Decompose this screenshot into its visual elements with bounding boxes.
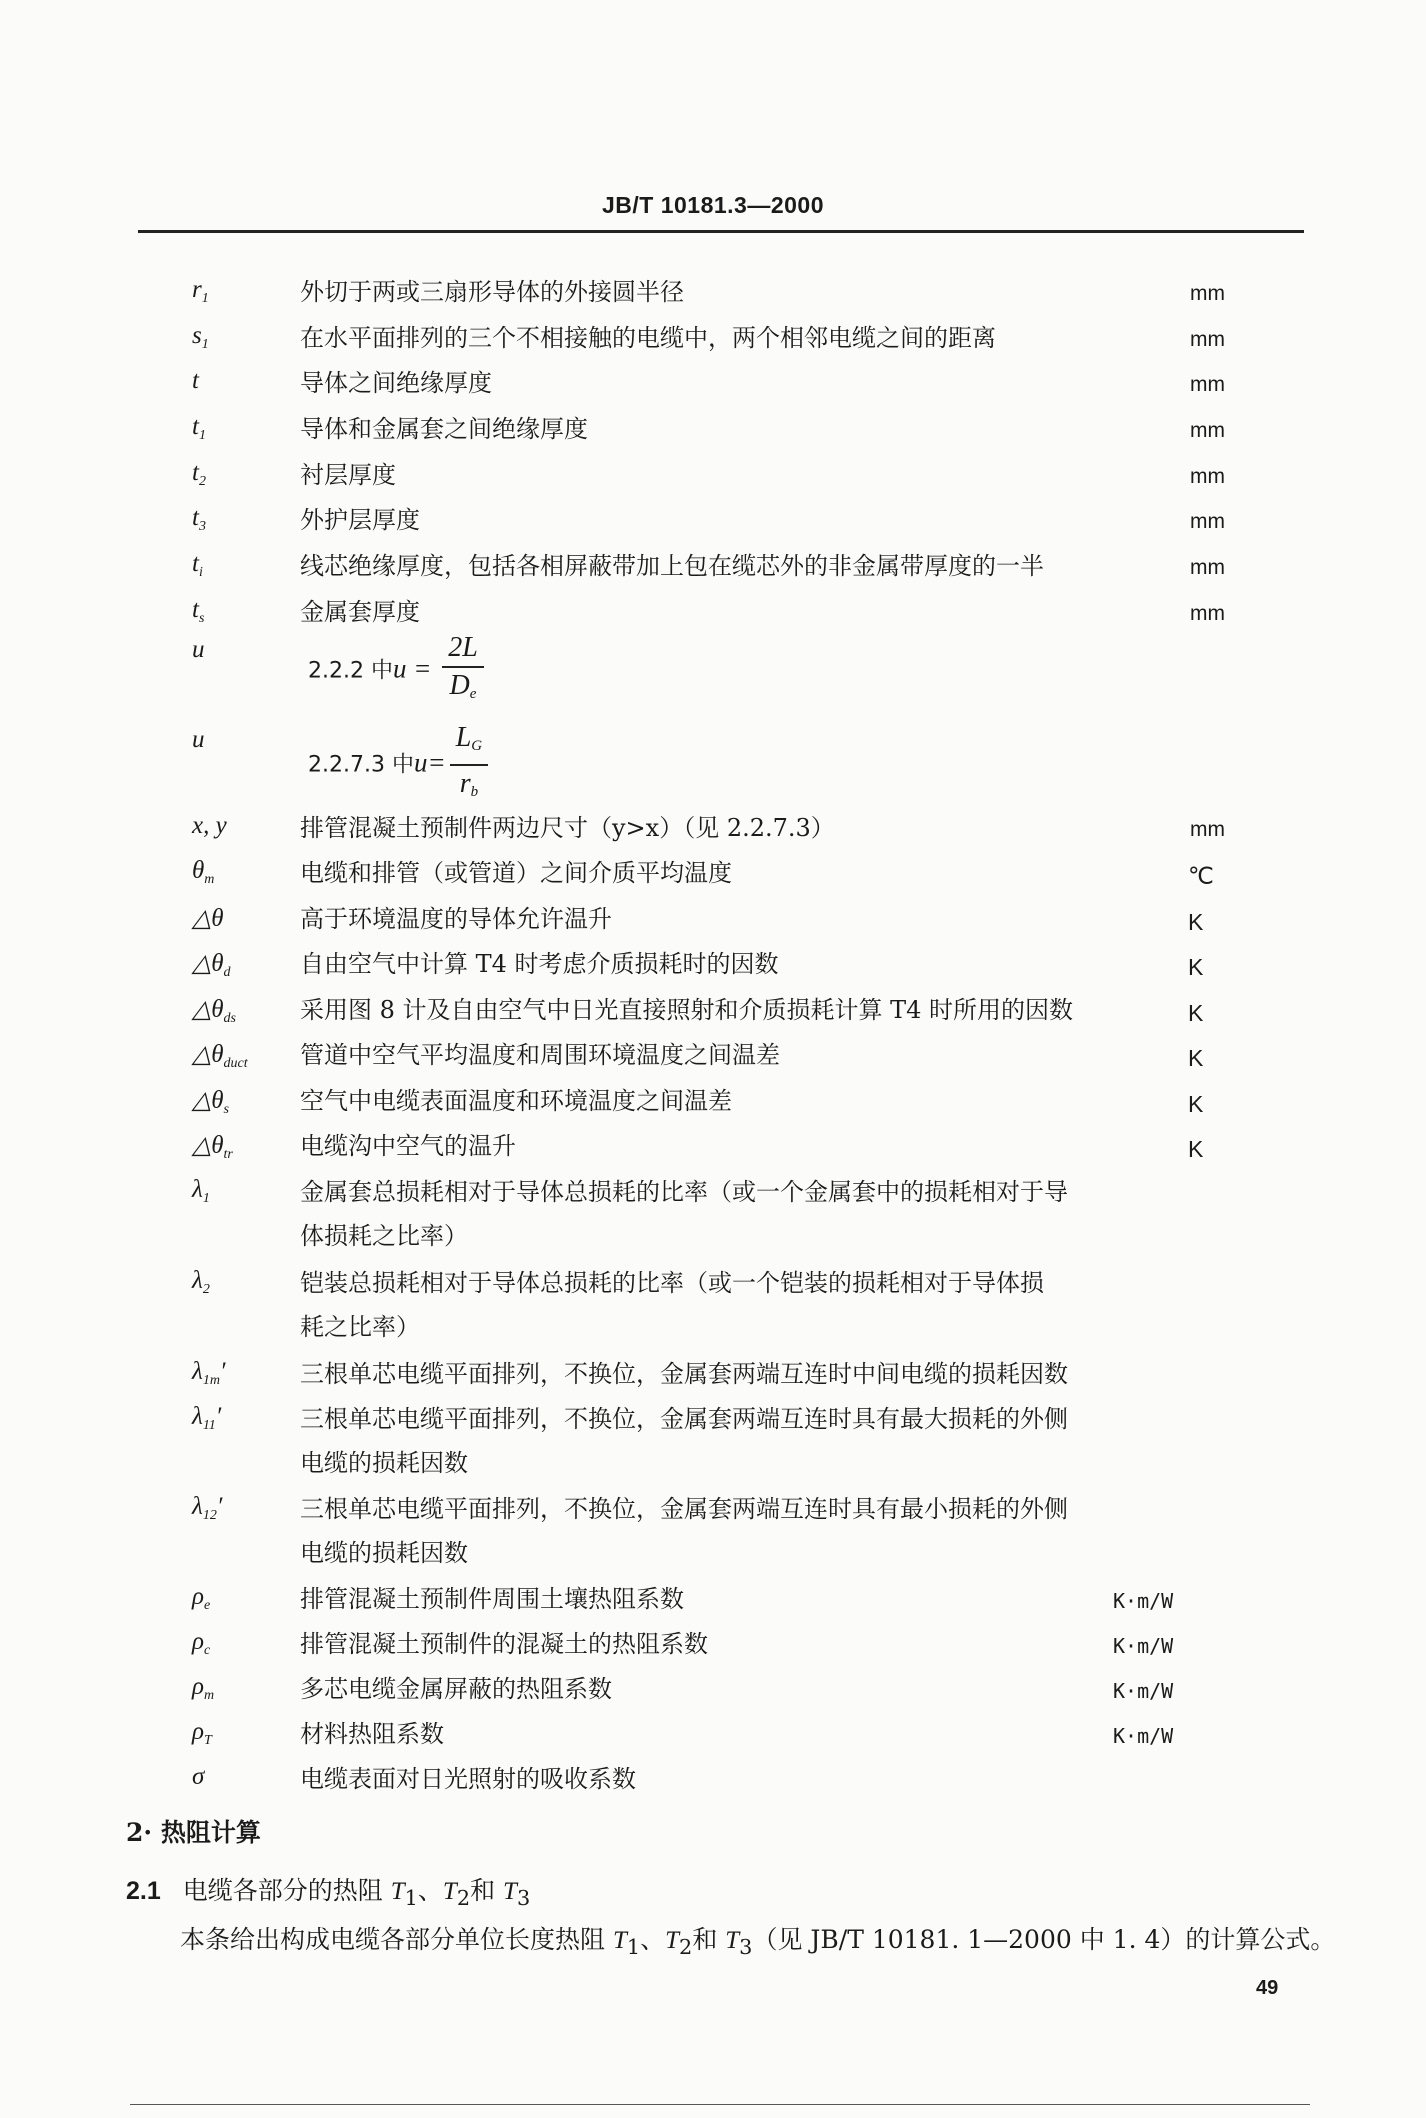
description-line-1: 外切于两或三扇形导体的外接圆半径 xyxy=(300,278,684,306)
symbol-subscript: 1 xyxy=(202,1191,210,1206)
symbol-subscript: m xyxy=(204,872,215,887)
description-line-2: 耗之比率） xyxy=(300,1313,420,1341)
symbol-prime: ′ xyxy=(215,1403,222,1430)
description-line-1: 电缆表面对日光照射的吸收系数 xyxy=(300,1765,636,1793)
symbol-dtheta xyxy=(192,903,224,933)
description-line-1: 自由空气中计算 T4 时考虑介质损耗时的因数 xyxy=(300,950,779,978)
fraction-denominator xyxy=(442,668,484,712)
symbol-subscript: s xyxy=(198,611,205,626)
description-u1 xyxy=(308,630,484,712)
symbol-subscript: d xyxy=(223,965,231,980)
symbol-base: ρ xyxy=(192,1673,204,1700)
para-t1-sub: 1 xyxy=(626,1935,641,1959)
description-t3 xyxy=(300,498,420,542)
symbol-base: σ xyxy=(192,1763,205,1790)
symbol-s1 xyxy=(192,322,209,353)
unit-dtheta_duct: K xyxy=(1188,1045,1204,1071)
description-dtheta_ds xyxy=(300,988,1073,1032)
standard-header: JB/T 10181.3—2000 xyxy=(601,192,825,218)
description-sigma xyxy=(300,1757,636,1801)
symbol-dtheta_tr xyxy=(192,1130,233,1163)
unit-t1: mm xyxy=(1190,419,1225,442)
equation-lead: 2.2.2 中 xyxy=(308,658,393,684)
description-line-1: 采用图 8 计及自由空气中日光直接照射和介质损耗计算 T4 时所用的因数 xyxy=(300,996,1074,1024)
numerator-sub: G xyxy=(471,738,483,754)
symbol-base: △θ xyxy=(192,996,224,1023)
description-line-1: 线芯绝缘厚度，包括各相屏蔽带加上包在缆芯外的非金属带厚度的一半 xyxy=(300,552,1044,580)
description-line-1: 空气中电缆表面温度和环境温度之间温差 xyxy=(300,1087,732,1115)
symbol-lambda12 xyxy=(192,1493,222,1524)
symbol-subscript: 11 xyxy=(202,1418,216,1433)
symbol-lambda1 xyxy=(192,1176,210,1207)
fraction xyxy=(450,720,488,810)
equation-variable: u xyxy=(413,747,428,778)
symbol-t2 xyxy=(192,459,206,490)
para-and: 和 xyxy=(692,1925,726,1954)
unit-rho_c: K·m/W xyxy=(1113,1634,1174,1658)
symbol-base: θ xyxy=(192,857,205,884)
description-lambda12 xyxy=(300,1487,1068,1575)
symbol-rho_e xyxy=(192,1583,210,1614)
para-t3: T xyxy=(725,1927,740,1954)
unit-ts: mm xyxy=(1190,602,1225,625)
fraction xyxy=(442,630,484,712)
symbol-xy xyxy=(192,812,227,840)
symbol-base: s xyxy=(192,322,202,349)
symbol-base: t xyxy=(192,596,199,623)
para-text-a: 本条给出构成电缆各部分单位长度热阻 xyxy=(180,1925,613,1954)
symbol-ti xyxy=(192,550,203,581)
symbol-r1 xyxy=(192,276,209,307)
description-theta_m xyxy=(300,851,732,895)
symbol-dtheta_duct xyxy=(192,1039,248,1072)
para-t2-sub: 2 xyxy=(679,1935,693,1959)
equation-variable: u xyxy=(392,653,407,684)
unit-t: mm xyxy=(1190,373,1225,396)
section-2-1-number: 2.1 xyxy=(126,1877,161,1905)
equals-sign: = xyxy=(406,653,439,684)
header-rule xyxy=(138,230,1304,233)
symbol-base: △θ xyxy=(192,950,224,977)
symbol-subscript: T xyxy=(204,1733,212,1748)
description-line-1: 电缆和排管（或管道）之间介质平均温度 xyxy=(300,859,732,887)
symbol-base: λ xyxy=(192,1267,203,1294)
t3-sub: 3 xyxy=(516,1886,531,1910)
t3-symbol: T xyxy=(503,1878,517,1905)
description-lambda2 xyxy=(300,1261,1044,1349)
unit-rho_m: K·m/W xyxy=(1113,1679,1174,1703)
description-ts xyxy=(300,590,420,634)
symbol-lambda11 xyxy=(192,1403,221,1434)
symbol-base: λ xyxy=(192,1493,203,1520)
unit-dtheta: K xyxy=(1188,909,1204,935)
symbol-subscript: 1 xyxy=(201,291,209,306)
page-number: 49 xyxy=(1256,1977,1279,1999)
unit-r1: mm xyxy=(1190,282,1225,305)
symbol-subscript: 3 xyxy=(198,519,206,534)
section-2-1-heading xyxy=(126,1871,530,1910)
description-line-1: 衬层厚度 xyxy=(300,461,396,489)
symbol-dtheta_s xyxy=(192,1085,229,1118)
symbol-base: ρ xyxy=(192,1583,204,1610)
description-rho_m xyxy=(300,1667,612,1711)
para-text-b: （见 JB/T 10181. 1—2000 中 1. 4）的计算公式。 xyxy=(752,1925,1336,1954)
section-2-separator: · xyxy=(143,1818,153,1847)
symbol-base: △θ xyxy=(192,1087,224,1114)
symbol-subscript: m xyxy=(204,1688,215,1703)
fraction-numerator xyxy=(450,720,488,766)
description-line-1: 金属套总损耗相对于导体总损耗的比率（或一个金属套中的损耗相对于导 xyxy=(300,1178,1068,1206)
unit-theta_m: ℃ xyxy=(1188,863,1214,889)
symbol-t1 xyxy=(192,413,206,444)
symbol-base: u xyxy=(192,636,205,663)
section-2-1-paragraph xyxy=(180,1920,1335,1959)
symbol-prime: ′ xyxy=(216,1493,223,1520)
symbol-prime: ′ xyxy=(219,1358,226,1385)
symbol-dtheta_d xyxy=(192,948,231,981)
description-line-1: 三根单芯电缆平面排列，不换位，金属套两端互连时具有最小损耗的外侧 xyxy=(300,1495,1068,1523)
unit-dtheta_ds: K xyxy=(1188,1000,1204,1026)
equation-lead: 2.2.7.3 中 xyxy=(308,752,414,778)
unit-rho_e: K·m/W xyxy=(1113,1589,1174,1613)
unit-dtheta_tr: K xyxy=(1188,1136,1204,1162)
symbol-base: λ xyxy=(192,1403,203,1430)
description-lambda1m xyxy=(300,1352,1068,1396)
symbol-base: △θ xyxy=(192,1132,224,1159)
description-s1 xyxy=(300,316,996,360)
symbol-lambda2 xyxy=(192,1267,210,1298)
symbol-subscript: tr xyxy=(223,1147,233,1162)
fraction-denominator xyxy=(450,766,488,810)
description-line-1: 高于环境温度的导体允许温升 xyxy=(300,905,612,933)
description-rho_T xyxy=(300,1712,444,1756)
and-text: 和 xyxy=(470,1876,504,1905)
description-rho_c xyxy=(300,1622,708,1666)
symbol-subscript: 12 xyxy=(202,1508,217,1523)
t1-sub: 1 xyxy=(404,1886,418,1910)
description-dtheta_s xyxy=(300,1079,732,1123)
symbol-t3 xyxy=(192,504,206,535)
unit-t2: mm xyxy=(1190,465,1225,488)
description-line-1: 排管混凝土预制件周围土壤热阻系数 xyxy=(300,1585,684,1613)
symbol-base: t xyxy=(192,459,199,486)
description-line-2: 电缆的损耗因数 xyxy=(300,1449,468,1477)
symbol-base: △θ xyxy=(192,1041,224,1068)
description-r1 xyxy=(300,270,684,314)
symbol-base: t xyxy=(192,504,199,531)
fraction-numerator: 2L xyxy=(442,630,484,668)
symbol-base: λ xyxy=(192,1176,203,1203)
numerator-base: L xyxy=(455,722,472,753)
description-t1 xyxy=(300,407,588,451)
unit-dtheta_s: K xyxy=(1188,1091,1204,1117)
symbol-theta_m xyxy=(192,857,214,888)
symbol-subscript: 1 xyxy=(201,337,209,352)
description-line-1: 多芯电缆金属屏蔽的热阻系数 xyxy=(300,1675,612,1703)
description-lambda11 xyxy=(300,1397,1068,1485)
description-line-1: 管道中空气平均温度和周围环境温度之间温差 xyxy=(300,1041,780,1069)
symbol-base: ρ xyxy=(192,1718,204,1745)
description-line-2: 体损耗之比率） xyxy=(300,1222,468,1250)
unit-dtheta_d: K xyxy=(1188,954,1204,980)
description-line-1: 铠装总损耗相对于导体总损耗的比率（或一个铠装的损耗相对于导体损 xyxy=(300,1269,1044,1297)
scan-edge-line xyxy=(130,2104,1310,2105)
symbol-lambda1m xyxy=(192,1358,225,1389)
symbol-subscript: c xyxy=(204,1643,211,1658)
description-line-1: 导体之间绝缘厚度 xyxy=(300,369,492,397)
description-ti xyxy=(300,544,1044,588)
symbol-sigma xyxy=(192,1763,204,1791)
description-line-1: 电缆沟中空气的温升 xyxy=(300,1132,516,1160)
para-t2: T xyxy=(665,1927,680,1954)
symbol-subscript: 2 xyxy=(198,474,206,489)
para-t1: T xyxy=(612,1927,627,1954)
description-dtheta_tr xyxy=(300,1124,516,1168)
symbol-base: λ xyxy=(192,1358,203,1385)
unit-ti: mm xyxy=(1190,556,1225,579)
symbol-subscript: ds xyxy=(223,1011,236,1026)
description-dtheta_d xyxy=(300,942,779,986)
para-t3-sub: 3 xyxy=(739,1935,753,1959)
denominator-base: D xyxy=(449,670,470,701)
symbol-u1 xyxy=(192,636,205,664)
description-line-1: 导体和金属套之间绝缘厚度 xyxy=(300,415,588,443)
description-line-1: 外护层厚度 xyxy=(300,506,420,534)
symbol-base: x, y xyxy=(192,812,227,839)
description-line-1: 在水平面排列的三个不相接触的电缆中，两个相邻电缆之间的距离 xyxy=(300,324,996,352)
equals-sign: = xyxy=(427,747,446,778)
symbol-base: u xyxy=(192,726,205,753)
description-rho_e xyxy=(300,1577,684,1621)
symbol-subscript: e xyxy=(204,1598,211,1613)
description-lambda1 xyxy=(300,1170,1068,1258)
description-dtheta xyxy=(300,897,612,941)
symbol-base: ρ xyxy=(192,1628,204,1655)
symbol-base: t xyxy=(192,550,199,577)
denominator-sub: b xyxy=(470,784,479,800)
description-xy xyxy=(300,806,835,850)
unit-t3: mm xyxy=(1190,510,1225,533)
t2-symbol: T xyxy=(442,1878,457,1905)
description-line-1: 三根单芯电缆平面排列，不换位，金属套两端互连时具有最大损耗的外侧 xyxy=(300,1405,1068,1433)
symbol-subscript: i xyxy=(198,565,203,580)
unit-rho_T: K·m/W xyxy=(1113,1724,1174,1748)
symbol-base: △θ xyxy=(192,905,224,932)
description-line-1: 三根单芯电缆平面排列，不换位，金属套两端互连时中间电缆的损耗因数 xyxy=(300,1360,1068,1388)
description-dtheta_duct xyxy=(300,1033,780,1077)
t2-sub: 2 xyxy=(456,1886,471,1910)
description-t xyxy=(300,361,492,405)
description-line-1: 排管混凝土预制件的混凝土的热阻系数 xyxy=(300,1630,708,1658)
symbol-subscript: 1 xyxy=(198,428,206,443)
denominator-sub: e xyxy=(469,686,477,702)
symbol-subscript: s xyxy=(223,1102,229,1117)
description-line-2: 电缆的损耗因数 xyxy=(300,1539,468,1567)
description-line-1: 排管混凝土预制件两边尺寸（y>x）（见 2.2.7.3） xyxy=(300,814,835,842)
para-sep: 、 xyxy=(640,1925,666,1954)
section-2-number: 2 xyxy=(126,1818,144,1847)
unit-xy: mm xyxy=(1190,818,1225,841)
section-2-1-title: 电缆各部分的热阻 xyxy=(182,1876,391,1905)
description-u2 xyxy=(308,720,488,810)
unit-s1: mm xyxy=(1190,328,1225,351)
denominator-base: r xyxy=(459,768,471,799)
symbol-subscript: duct xyxy=(223,1056,248,1071)
section-2-heading xyxy=(126,1813,261,1849)
description-line-1: 金属套厚度 xyxy=(300,598,420,626)
symbol-u2 xyxy=(192,726,205,754)
description-t2 xyxy=(300,453,396,497)
symbol-subscript: 2 xyxy=(202,1282,210,1297)
symbol-rho_T xyxy=(192,1718,212,1749)
symbol-dtheta_ds xyxy=(192,994,236,1027)
symbol-ts xyxy=(192,596,204,627)
symbol-t xyxy=(192,367,199,395)
description-line-1: 材料热阻系数 xyxy=(300,1720,444,1748)
t1-symbol: T xyxy=(390,1878,405,1905)
symbol-base: t xyxy=(192,413,199,440)
symbol-base: t xyxy=(192,367,199,394)
symbol-rho_c xyxy=(192,1628,210,1659)
symbol-base: r xyxy=(192,276,202,303)
sep: 、 xyxy=(417,1876,443,1905)
symbol-rho_m xyxy=(192,1673,214,1704)
section-2-title: 热阻计算 xyxy=(160,1818,261,1847)
symbol-subscript: 1m xyxy=(202,1373,220,1388)
